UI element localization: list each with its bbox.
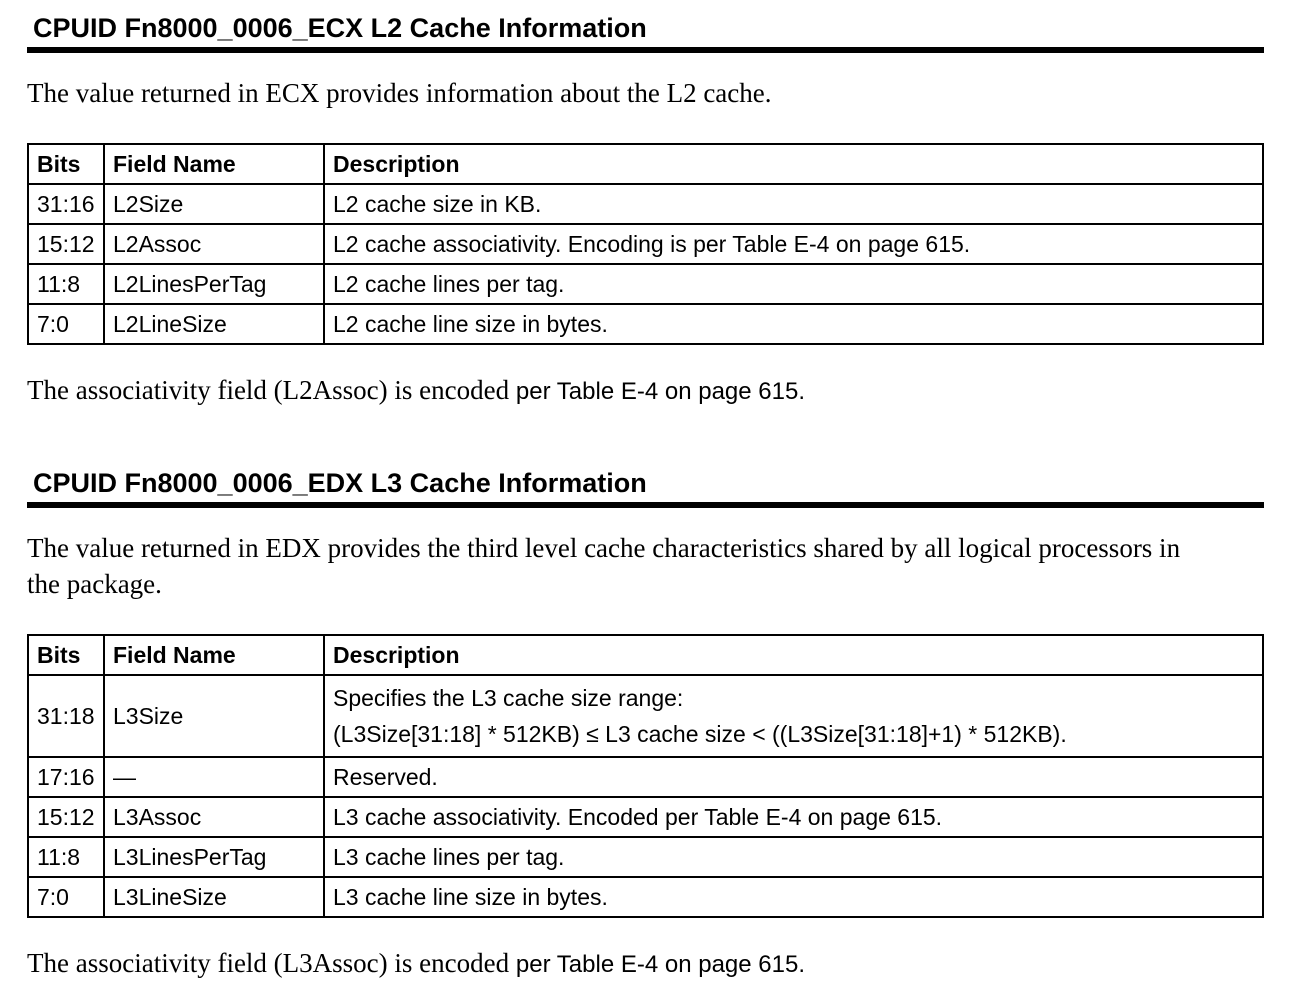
- cell-bits: 31:18: [28, 675, 104, 757]
- heading-rule: [27, 47, 1264, 53]
- table-header-row: [28, 635, 1263, 675]
- cell-description: [324, 675, 1263, 757]
- associativity-note-l3: [27, 945, 1212, 983]
- section-l2-cache-info: [27, 12, 1264, 410]
- column-header-field-name: Field Name: [104, 635, 324, 675]
- table-row: [28, 877, 1263, 917]
- table-row: [28, 675, 1263, 757]
- table-row: [28, 184, 1263, 224]
- cell-field-name: L2Assoc: [104, 224, 324, 264]
- cell-description: L2 cache size in KB.: [324, 184, 1263, 224]
- column-header-field-name: Field Name: [104, 144, 324, 184]
- table-row: [28, 224, 1263, 264]
- section-l3-cache-info: [27, 467, 1264, 983]
- column-header-bits: Bits: [28, 635, 104, 675]
- cell-bits: 11:8: [28, 837, 104, 877]
- note-serif-text: The associativity field (L2Assoc) is encoded: [27, 375, 516, 405]
- table-row: [28, 264, 1263, 304]
- cell-description: L3 cache lines per tag.: [324, 837, 1263, 877]
- table-row: [28, 797, 1263, 837]
- cell-bits: 11:8: [28, 264, 104, 304]
- column-header-description: Description: [324, 635, 1263, 675]
- cell-bits: 31:16: [28, 184, 104, 224]
- section-heading-l3: CPUID Fn8000_0006_EDX L3 Cache Information: [33, 468, 647, 498]
- cell-field-name: L2LineSize: [104, 304, 324, 344]
- cell-description: Reserved.: [324, 757, 1263, 797]
- cell-field-name: L3Assoc: [104, 797, 324, 837]
- description-line-2: (L3Size[31:18] * 512KB) ≤ L3 cache size < ((L3Size[31:18]+1) * 512KB).: [333, 721, 1067, 747]
- table-row: [28, 837, 1263, 877]
- table-row: [28, 304, 1263, 344]
- table-row: [28, 757, 1263, 797]
- cell-description: L3 cache associativity. Encoded per Table E-4 on page 615.: [324, 797, 1263, 837]
- cell-description: L2 cache line size in bytes.: [324, 304, 1263, 344]
- cell-field-name: L3LinesPerTag: [104, 837, 324, 877]
- associativity-note-l2: [27, 372, 1212, 410]
- cell-description: L2 cache associativity. Encoding is per Table E-4 on page 615.: [324, 224, 1263, 264]
- section-heading-l2: CPUID Fn8000_0006_ECX L2 Cache Information: [33, 13, 647, 43]
- l2-register-table: [27, 143, 1264, 345]
- table-header-row: [28, 144, 1263, 184]
- intro-paragraph-l3: The value returned in EDX provides the third level cache characteristics shared by all logical processors in the package.: [27, 533, 1181, 599]
- cell-field-name: L2LinesPerTag: [104, 264, 324, 304]
- cell-field-name: L3LineSize: [104, 877, 324, 917]
- l3-register-table: [27, 634, 1264, 918]
- note-serif-text: The associativity field (L3Assoc) is encoded: [27, 948, 516, 978]
- column-header-description: Description: [324, 144, 1263, 184]
- description-line-1: Specifies the L3 cache size range:: [333, 685, 684, 711]
- cell-description: L3 cache line size in bytes.: [324, 877, 1263, 917]
- heading-rule: [27, 502, 1264, 508]
- note-cross-reference: per Table E-4 on page 615.: [515, 951, 805, 978]
- cell-description: L2 cache lines per tag.: [324, 264, 1263, 304]
- cell-field-name: L3Size: [104, 675, 324, 757]
- cell-bits: 7:0: [28, 304, 104, 344]
- column-header-bits: Bits: [28, 144, 104, 184]
- cell-field-name: L2Size: [104, 184, 324, 224]
- cell-bits: 15:12: [28, 224, 104, 264]
- note-cross-reference: per Table E-4 on page 615.: [515, 378, 805, 405]
- cell-bits: 15:12: [28, 797, 104, 837]
- intro-paragraph-l2: The value returned in ECX provides information about the L2 cache.: [27, 78, 772, 108]
- cell-bits: 17:16: [28, 757, 104, 797]
- cell-bits: 7:0: [28, 877, 104, 917]
- cell-field-name: —: [104, 757, 324, 797]
